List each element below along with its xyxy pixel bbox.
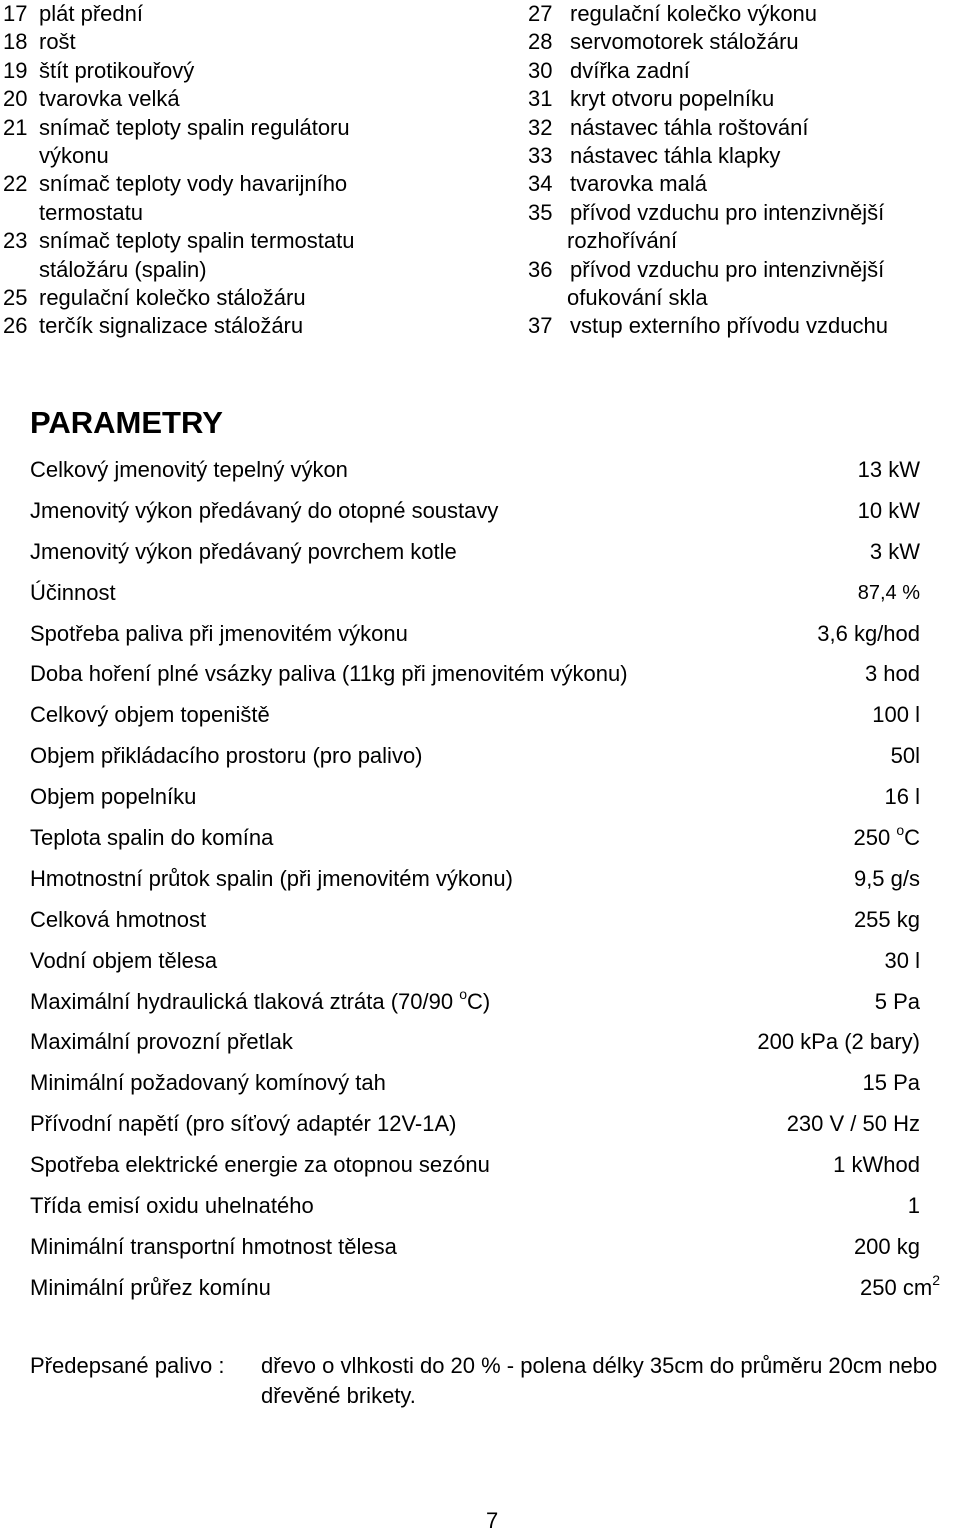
legend-number: 18 xyxy=(3,29,28,55)
legend-item xyxy=(3,85,483,113)
legend-number: 31 xyxy=(528,86,553,112)
legend-label: snímač teploty spalin regulátoru xyxy=(39,114,350,140)
legend-number: 25 xyxy=(3,285,28,311)
parameter-row xyxy=(30,777,920,818)
parameter-label: Teplota spalin do komína xyxy=(30,825,274,851)
parameter-row xyxy=(30,614,920,655)
parameter-value: 5 Pa xyxy=(874,988,920,1014)
legend-label: nástavec táhla klapky xyxy=(570,143,781,169)
legend-item xyxy=(3,28,483,56)
parameter-value: 3 hod xyxy=(864,661,920,687)
legend-item xyxy=(3,227,483,255)
parameters-table xyxy=(30,450,940,1309)
legend-item xyxy=(528,28,958,56)
label-text: Maximální hydraulická tlaková ztráta (70/90 xyxy=(30,988,460,1014)
parameter-row xyxy=(30,982,920,1023)
value-number: 250 cm xyxy=(860,1274,933,1300)
parameter-value: 15 Pa xyxy=(862,1070,920,1096)
legend-label-continuation: termostatu xyxy=(39,199,143,225)
parameter-row xyxy=(30,1022,920,1063)
legend-label: tvarovka malá xyxy=(570,171,707,197)
value-number: 250 xyxy=(853,825,897,851)
parameter-row xyxy=(30,1104,920,1145)
legend-number: 17 xyxy=(3,1,28,26)
parameter-row xyxy=(30,941,920,982)
legend-label: snímač teploty spalin termostatu xyxy=(39,228,355,254)
legend-label: přívod vzduchu pro intenzivnější xyxy=(570,199,885,225)
parameter-row xyxy=(30,1145,920,1186)
parameter-value xyxy=(860,1268,940,1308)
parameter-value: 1 xyxy=(907,1193,920,1219)
parameter-value: 1 kWhod xyxy=(833,1152,920,1178)
parameter-label: Celková hmotnost xyxy=(30,906,207,932)
page-number: 7 xyxy=(486,1508,499,1533)
parameter-label: Maximální provozní přetlak xyxy=(30,1029,293,1055)
fuel-description: dřevo o vlhkosti do 20 % - polena délky 35cm do průměru 20cm nebo dřevěné brikety. xyxy=(261,1353,938,1408)
legend-label: snímač teploty vody havarijního xyxy=(39,171,348,197)
parameter-label: Hmotnostní průtok spalin (při jmenovitém výkonu) xyxy=(30,865,513,891)
parameter-row xyxy=(30,491,920,532)
legend-right-column xyxy=(528,0,958,341)
parameter-row xyxy=(30,532,920,573)
parameter-row xyxy=(30,573,920,614)
legend-number: 33 xyxy=(528,143,553,169)
parameter-value: 50l xyxy=(890,743,920,769)
legend-label-continuation: stáložáru (spalin) xyxy=(39,256,207,282)
legend-number: 30 xyxy=(528,57,553,83)
legend-label: rošt xyxy=(39,29,76,55)
legend-number: 36 xyxy=(528,256,553,282)
parameter-row xyxy=(30,1186,920,1227)
parameter-value: 87,4 % xyxy=(857,581,920,604)
legend-label: přívod vzduchu pro intenzivnější xyxy=(570,256,885,282)
legend-number: 27 xyxy=(528,1,553,26)
legend-label: tvarovka velká xyxy=(39,86,180,112)
parameter-row xyxy=(30,450,920,491)
legend-label: regulační kolečko stáložáru xyxy=(39,285,306,311)
parameter-value: 200 kg xyxy=(853,1233,920,1259)
parameter-value: 3,6 kg/hod xyxy=(817,620,920,646)
parameters-heading: PARAMETRY xyxy=(30,405,223,440)
legend-item xyxy=(528,57,958,85)
legend-item xyxy=(528,114,958,142)
legend-item xyxy=(528,0,958,28)
parameter-label: Třída emisí oxidu uhelnatého xyxy=(30,1193,314,1219)
legend-item xyxy=(528,142,958,170)
legend-item xyxy=(528,85,958,113)
legend-number: 32 xyxy=(528,114,553,140)
parameter-value: 200 kPa (2 bary) xyxy=(757,1029,920,1055)
legend-label: terčík signalizace stáložáru xyxy=(39,313,304,339)
legend-number: 37 xyxy=(528,313,553,339)
legend-item xyxy=(3,170,483,198)
legend-item xyxy=(528,312,958,340)
legend-item xyxy=(528,199,958,227)
legend-number: 20 xyxy=(3,86,28,112)
legend-number: 19 xyxy=(3,57,28,83)
legend-item xyxy=(3,0,483,28)
squared-superscript: 2 xyxy=(932,1271,940,1288)
parameter-row xyxy=(30,1227,920,1268)
parameter-label: Přívodní napětí (pro síťový adaptér 12V-1A) xyxy=(30,1111,457,1137)
parameter-label: Celkový objem topeniště xyxy=(30,702,270,728)
parameter-label: Účinnost xyxy=(30,579,116,605)
legend-item xyxy=(3,57,483,85)
legend-label-continuation: ofukování skla xyxy=(567,285,708,311)
parameter-label: Minimální požadovaný komínový tah xyxy=(30,1070,386,1096)
parameter-value: 30 l xyxy=(884,947,920,973)
degree-superscript: o xyxy=(896,822,905,839)
parameter-row xyxy=(30,1063,920,1104)
legend-number: 23 xyxy=(3,228,28,254)
parameter-value: 255 kg xyxy=(853,906,920,932)
legend-label-continuation: výkonu xyxy=(39,143,109,169)
legend-item xyxy=(528,256,958,284)
parameter-label: Vodní objem tělesa xyxy=(30,947,218,973)
label-unit: C) xyxy=(467,988,491,1014)
parameter-label: Objem přikládacího prostoru (pro palivo) xyxy=(30,743,423,769)
parameter-label: Minimální průřez komínu xyxy=(30,1274,271,1300)
legend-item xyxy=(3,114,483,142)
parameter-label: Doba hoření plné vsázky paliva (11kg při jmenovitém výkonu) xyxy=(30,661,628,687)
parameter-row xyxy=(30,859,920,900)
parameter-value: 13 kW xyxy=(857,457,920,482)
legend-item xyxy=(3,312,483,340)
parameter-label: Jmenovitý výkon předávaný povrchem kotle xyxy=(30,538,457,564)
parameter-value: 100 l xyxy=(872,702,920,728)
parameter-row xyxy=(30,1268,940,1309)
parameter-value: 9,5 g/s xyxy=(853,865,920,891)
parameter-row xyxy=(30,736,920,777)
parameter-row xyxy=(30,818,920,859)
legend-label: regulační kolečko výkonu xyxy=(570,1,818,26)
legend-label: servomotorek stáložáru xyxy=(570,29,799,55)
legend-label: dvířka zadní xyxy=(570,57,690,83)
parameter-label: Objem popelníku xyxy=(30,784,197,810)
parameter-label xyxy=(30,982,490,1022)
parameter-row xyxy=(30,695,920,736)
parameter-label: Minimální transportní hmotnost tělesa xyxy=(30,1233,397,1259)
legend-left-column xyxy=(3,0,483,341)
legend-number: 26 xyxy=(3,313,28,339)
degree-superscript: o xyxy=(459,985,467,1002)
parameter-label: Jmenovitý výkon předávaný do otopné soustavy xyxy=(30,497,499,523)
parameter-value: 230 V / 50 Hz xyxy=(786,1111,920,1137)
parameter-row xyxy=(30,900,920,941)
legend-number: 21 xyxy=(3,114,28,140)
value-unit: C xyxy=(904,825,920,851)
legend-number: 35 xyxy=(528,199,553,225)
legend-item xyxy=(3,284,483,312)
legend-label: plát přední xyxy=(39,1,143,26)
legend-item xyxy=(528,170,958,198)
legend-number: 34 xyxy=(528,171,553,197)
legend-label-continuation: rozhořívání xyxy=(567,228,678,254)
legend-label: štít protikouřový xyxy=(39,57,195,83)
parameter-row xyxy=(30,654,920,695)
parameter-value: 10 kW xyxy=(857,497,920,523)
legend-number: 28 xyxy=(528,29,553,55)
parameter-label: Spotřeba elektrické energie za otopnou sezónu xyxy=(30,1152,490,1178)
legend-label: vstup externího přívodu vzduchu xyxy=(570,313,888,339)
legend-label: nástavec táhla roštování xyxy=(570,114,809,140)
fuel-label: Předepsané palivo : xyxy=(30,1353,225,1378)
parameter-value xyxy=(853,818,920,858)
parameter-label: Celkový jmenovitý tepelný výkon xyxy=(30,457,348,482)
legend-number: 22 xyxy=(3,171,28,197)
legend-label: kryt otvoru popelníku xyxy=(570,86,775,112)
parameter-value: 3 kW xyxy=(869,538,920,564)
parameter-value: 16 l xyxy=(884,784,920,810)
parameter-label: Spotřeba paliva při jmenovitém výkonu xyxy=(30,620,408,646)
